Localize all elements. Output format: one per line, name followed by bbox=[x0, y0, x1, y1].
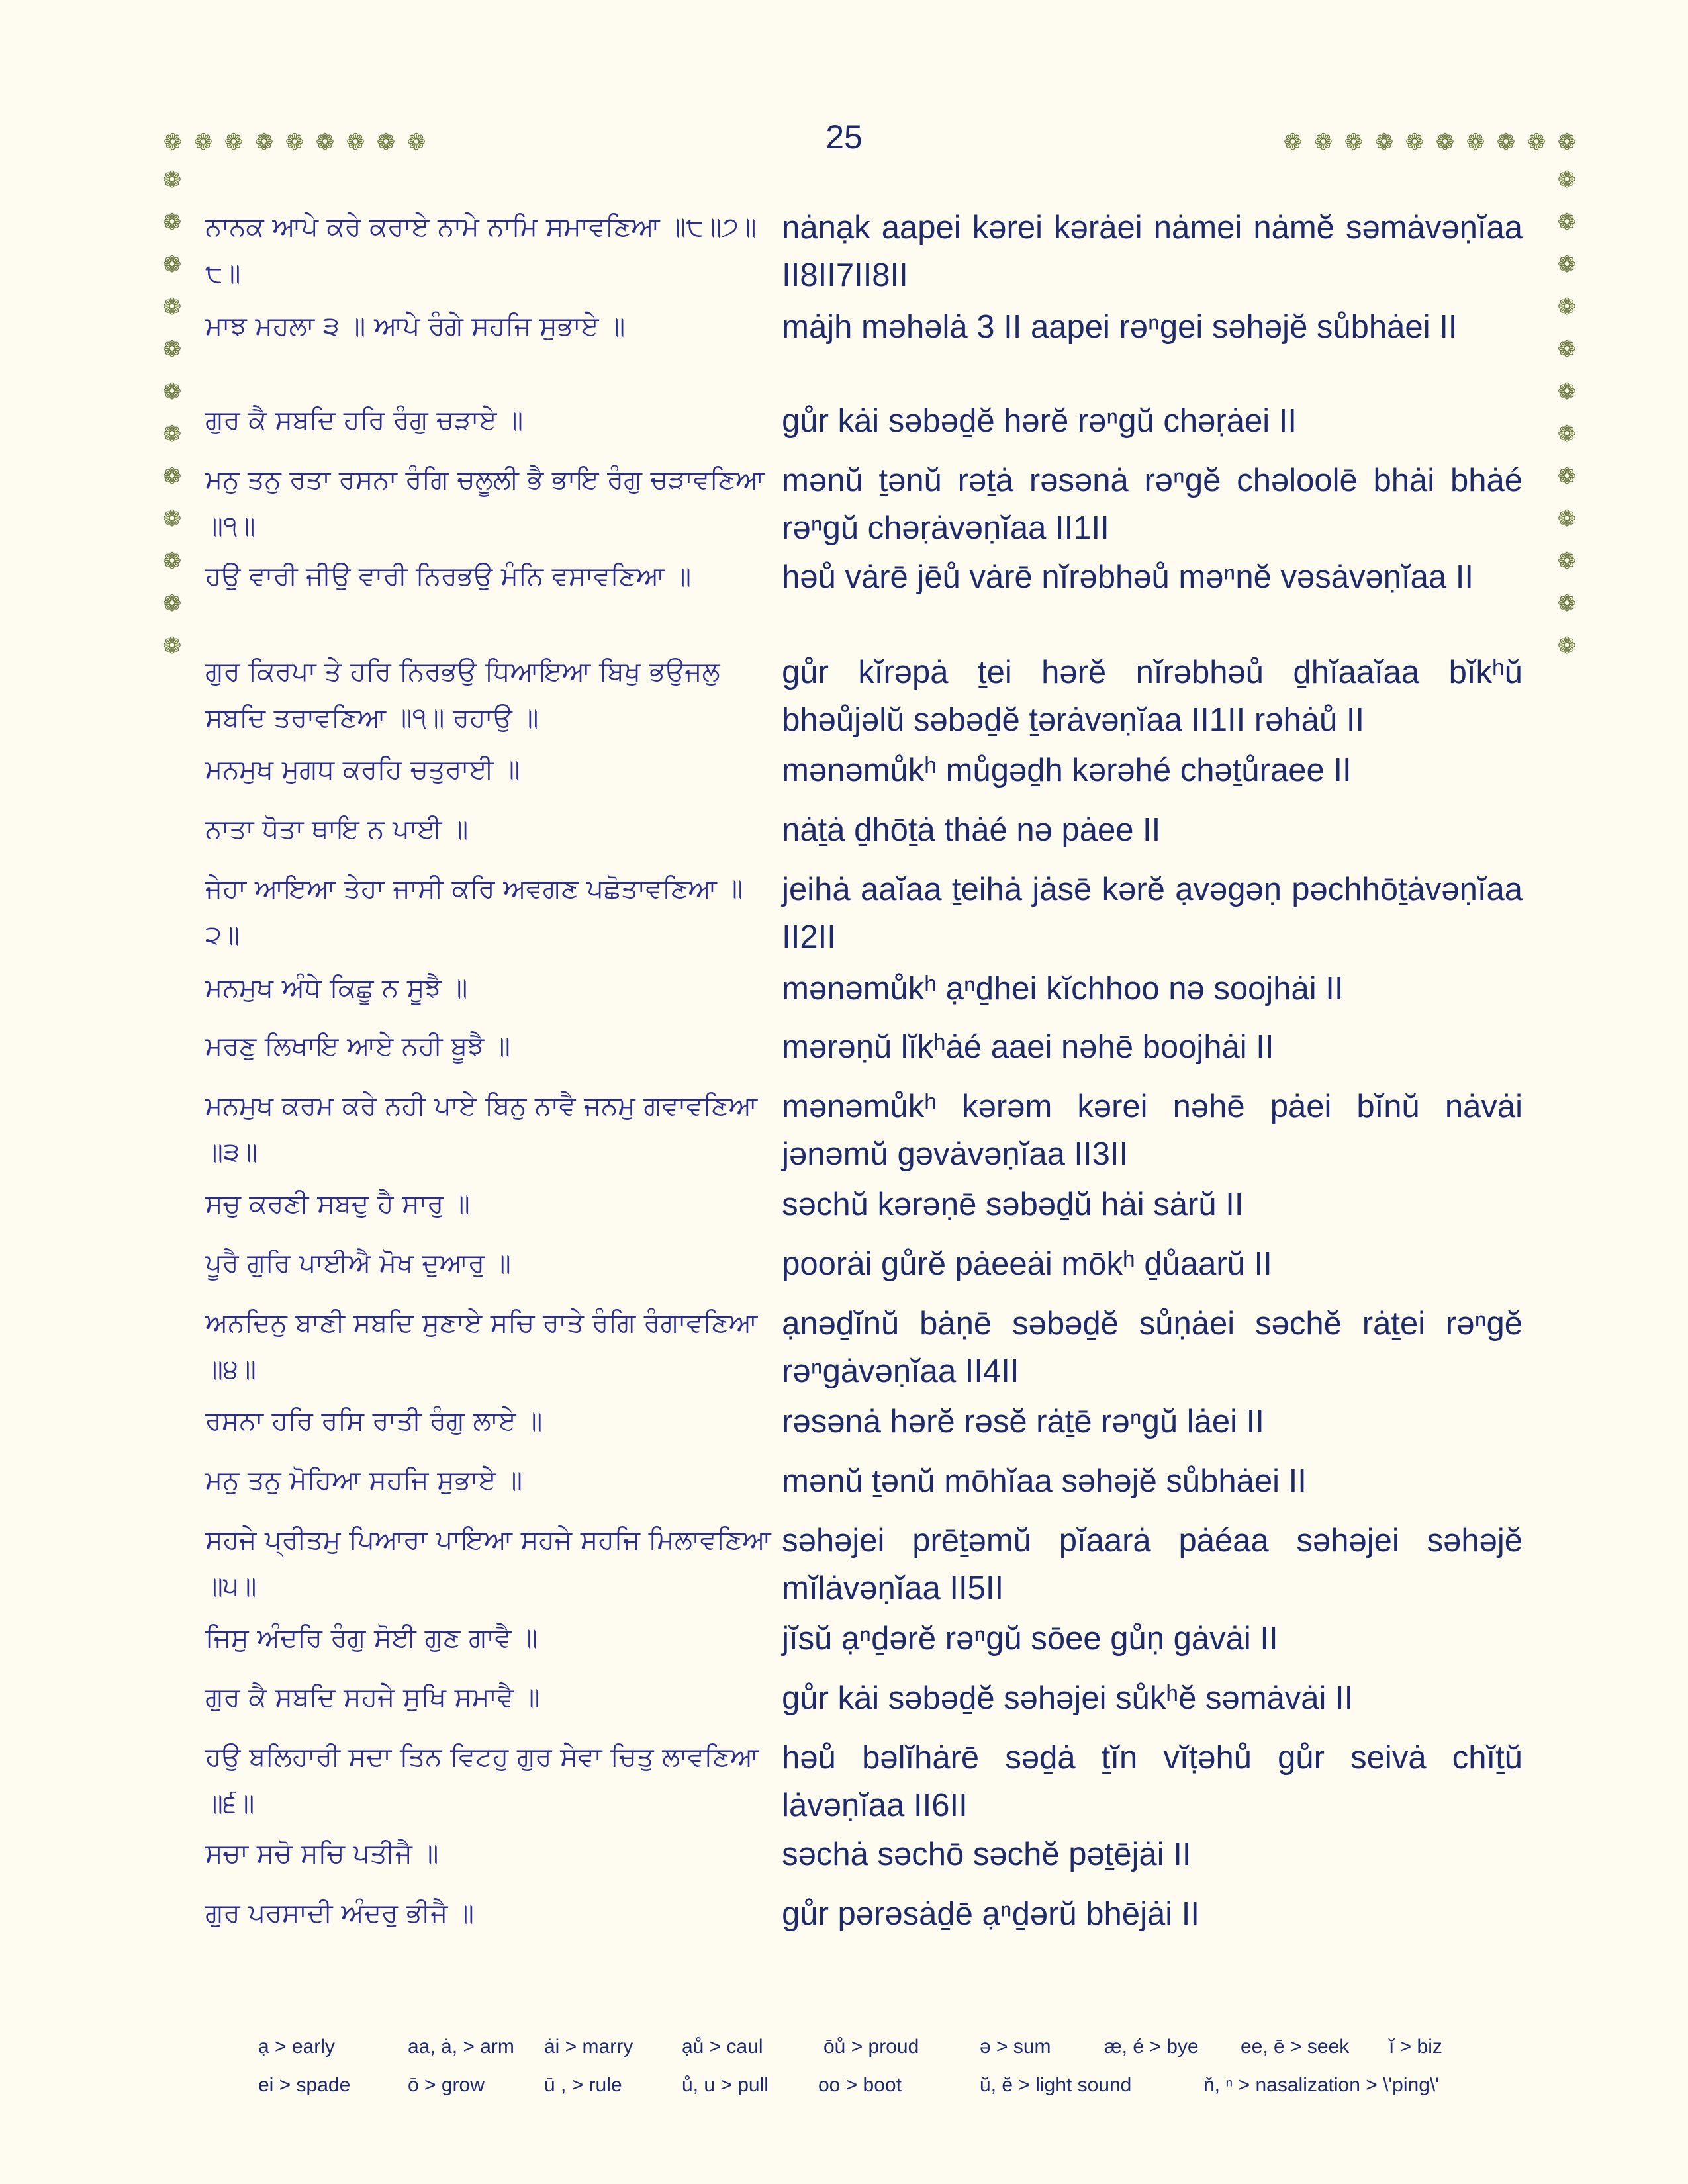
transliteration-line: nȧṯȧ ḏhōṯȧ thȧé nə pȧee II bbox=[782, 812, 1161, 848]
verse-row bbox=[205, 1734, 1523, 1829]
verse-row bbox=[205, 397, 1523, 445]
verse-row bbox=[205, 1240, 1523, 1288]
gurmukhi-line: ਰਸਨਾ ਹਰਿ ਰਸਿ ਰਾਤੀ ਰੰਗੁ ਲਾਏ ॥ bbox=[205, 1406, 543, 1436]
verse-row bbox=[205, 1517, 1523, 1612]
flower-ornament-icon: ❁ bbox=[163, 129, 183, 156]
legend-entry: ŭ, ĕ > light sound bbox=[980, 2074, 1132, 2096]
verse-row bbox=[205, 1398, 1523, 1445]
flower-ornament-icon: ❁ bbox=[1557, 167, 1577, 193]
legend-entry: ū , > rule bbox=[544, 2074, 622, 2096]
transliteration-line: mənəmůkʰ kərəm kərei nəhē pȧei bĭnŭ nȧvȧi jənəmŭ gəvȧvəṇĭaa II3II bbox=[782, 1089, 1523, 1172]
gurmukhi-line: ਸਚੁ ਕਰਣੀ ਸਬਦੁ ਹੈ ਸਾਰੁ ॥ bbox=[205, 1189, 470, 1219]
verse-row bbox=[205, 649, 1523, 744]
transliteration-line: səchŭ kərəṇē səbəḏŭ hȧi sȧrŭ II bbox=[782, 1187, 1244, 1222]
flower-ornament-icon: ❁ bbox=[1374, 129, 1394, 156]
flower-ornament-icon: ❁ bbox=[1313, 129, 1333, 156]
transliteration-line: mənəmůkʰ můgəḏh kərəhé chəṯůraee II bbox=[782, 752, 1352, 788]
flower-ornament-icon: ❁ bbox=[1526, 129, 1546, 156]
flower-ornament-icon: ❁ bbox=[162, 167, 182, 193]
transliteration-line: poorȧi gůrĕ pȧeeȧi mōkʰ ḏůaarŭ II bbox=[782, 1246, 1272, 1282]
flower-ornament-icon: ❁ bbox=[162, 590, 182, 617]
transliteration-line: mənŭ ṯənŭ rəṯȧ rəsənȧ rəⁿgĕ chəloolē bhȧi bhȧé rəⁿgŭ chəṛȧvəṇĭaa II1II bbox=[782, 463, 1523, 546]
flower-ornament-icon: ❁ bbox=[1435, 129, 1455, 156]
legend-entry: ạ > early bbox=[258, 2036, 335, 2058]
flower-ornament-icon: ❁ bbox=[162, 379, 182, 405]
flower-ornament-icon: ❁ bbox=[1557, 209, 1577, 236]
decor-border-top-left bbox=[159, 131, 430, 154]
flower-ornament-icon: ❁ bbox=[224, 129, 244, 156]
legend-entry: ĭ > biz bbox=[1389, 2036, 1442, 2058]
transliteration-line: mərəṇŭ lĭkʰȧé aaei nəhē boojhȧi II bbox=[782, 1029, 1274, 1065]
verse-row bbox=[205, 1890, 1523, 1938]
gurmukhi-line: ਗੁਰ ਪਰਸਾਦੀ ਅੰਦਰੁ ਭੀਜੈ ॥ bbox=[205, 1898, 475, 1929]
flower-ornament-icon: ❁ bbox=[406, 129, 426, 156]
decor-border-left bbox=[161, 159, 183, 667]
legend-entry: ạů > caul bbox=[682, 2036, 763, 2058]
flower-ornament-icon: ❁ bbox=[1557, 379, 1577, 405]
flower-ornament-icon: ❁ bbox=[162, 506, 182, 532]
flower-ornament-icon: ❁ bbox=[162, 633, 182, 659]
flower-ornament-icon: ❁ bbox=[162, 336, 182, 363]
verse-row bbox=[205, 553, 1523, 601]
flower-ornament-icon: ❁ bbox=[315, 129, 335, 156]
verse-row bbox=[205, 1831, 1523, 1878]
gurmukhi-line: ਮਾਝ ਮਹਲਾ ੩ ॥ ਆਪੇ ਰੰਗੇ ਸਹਜਿ ਸੁਭਾਏ ॥ bbox=[205, 311, 626, 341]
flower-ornament-icon: ❁ bbox=[1557, 590, 1577, 617]
verse-row bbox=[205, 1300, 1523, 1395]
legend-entry: ō > grow bbox=[408, 2074, 485, 2096]
flower-ornament-icon: ❁ bbox=[1557, 251, 1577, 278]
transliteration-line: jĭsŭ ạⁿḏərĕ rəⁿgŭ sōee gůṇ gȧvȧi II bbox=[782, 1621, 1278, 1657]
verse-row bbox=[205, 1457, 1523, 1505]
gurmukhi-line: ਪੂਰੈ ਗੁਰਿ ਪਾਈਐ ਮੋਖ ਦੁਆਰੁ ॥ bbox=[205, 1248, 511, 1279]
flower-ornament-icon: ❁ bbox=[254, 129, 274, 156]
transliteration-line: rəsənȧ hərĕ rəsĕ rȧṯē rəⁿgŭ lȧei II bbox=[782, 1404, 1264, 1439]
flower-ornament-icon: ❁ bbox=[1557, 633, 1577, 659]
flower-ornament-icon: ❁ bbox=[1466, 129, 1485, 156]
gurmukhi-line: ਮਰਣੁ ਲਿਖਾਇ ਆਏ ਨਹੀ ਬੂਝੈ ॥ bbox=[205, 1031, 511, 1062]
gurmukhi-line: ਗੁਰ ਕੈ ਸਬਦਿ ਹਰਿ ਰੰਗੁ ਚੜਾਏ ॥ bbox=[205, 405, 524, 435]
gurmukhi-line: ਹਉ ਬਲਿਹਾਰੀ ਸਦਾ ਤਿਨ ਵਿਟਹੁ ਗੁਰ ਸੇਵਾ ਚਿਤੁ ਲਾਵਣਿਆ ॥੬॥ bbox=[205, 1742, 759, 1819]
transliteration-line: gůr kȧi səbəḏĕ səhəjei sůkʰĕ səmȧvȧi II bbox=[782, 1680, 1354, 1716]
gurmukhi-line: ਨਾਤਾ ਧੋਤਾ ਥਾਇ ਨ ਪਾਈ ॥ bbox=[205, 814, 469, 844]
transliteration-line: gůr pərəsȧḏē ạⁿḏərŭ bhējȧi II bbox=[782, 1896, 1199, 1932]
transliteration-line: səhəjei prēṯəmŭ pĭaarȧ pȧéaa səhəjei səhəjĕ mĭlȧvəṇĭaa II5II bbox=[782, 1523, 1523, 1606]
flower-ornament-icon: ❁ bbox=[162, 548, 182, 574]
page-number: 25 bbox=[825, 118, 863, 156]
gurmukhi-line: ਮਨੁ ਤਨੁ ਰਤਾ ਰਸਨਾ ਰੰਗਿ ਚਲੂਲੀ ਭੈ ਭਾਇ ਰੰਗੁ ਚੜਾਵਣਿਆ ॥੧॥ bbox=[205, 465, 765, 541]
transliteration-line: gůr kȧi səbəḏĕ hərĕ rəⁿgŭ chəṛȧei II bbox=[782, 403, 1297, 439]
flower-ornament-icon: ❁ bbox=[346, 129, 365, 156]
gurmukhi-line: ਸਹਜੇ ਪ੍ਰੀਤਮੁ ਪਿਆਰਾ ਪਾਇਆ ਸਹਜੇ ਸਹਜਿ ਮਿਲਾਵਣਿਆ ॥੫॥ bbox=[205, 1525, 771, 1602]
gurmukhi-line: ਗੁਰ ਕਿਰਪਾ ਤੇ ਹਰਿ ਨਿਰਭਉ ਧਿਆਇਆ ਬਿਖੁ ਭਉਜਲੁ ਸਬਦਿ ਤਰਾਵਣਿਆ ॥੧॥ ਰਹਾਉ ॥ bbox=[205, 657, 720, 733]
verse-row bbox=[205, 965, 1523, 1013]
legend-entry: ee, ē > seek bbox=[1241, 2036, 1350, 2058]
gurmukhi-line: ਨਾਨਕ ਆਪੇ ਕਰੇ ਕਰਾਏ ਨਾਮੇ ਨਾਮਿ ਸਮਾਵਣਿਆ ॥੮॥੭॥੮॥ bbox=[205, 212, 757, 289]
gurmukhi-line: ਸਚਾ ਸਚੋ ਸਚਿ ਪਤੀਜੈ ॥ bbox=[205, 1839, 439, 1869]
transliteration-line: mənəmůkʰ ạⁿḏhei kĭchhoo nə soojhȧi II bbox=[782, 971, 1344, 1007]
verse-row bbox=[205, 1181, 1523, 1228]
gurmukhi-line: ਹਉ ਵਾਰੀ ਜੀਉ ਵਾਰੀ ਨਿਰਭਉ ਮੰਨਿ ਵਸਾਵਣਿਆ ॥ bbox=[205, 561, 692, 592]
flower-ornament-icon: ❁ bbox=[1557, 506, 1577, 532]
transliteration-line: gůr kĭrəpȧ ṯei hərĕ nĭrəbhəů ḏhĭaaĭaa bĭkʰŭ bhəůjəlŭ səbəḏĕ ṯərȧvəṇĭaa II1II rəhȧů II bbox=[782, 655, 1523, 738]
decor-border-right bbox=[1556, 159, 1578, 667]
verse-row bbox=[205, 1083, 1523, 1178]
verse-row bbox=[205, 204, 1523, 299]
legend-entry: ň, ⁿ > nasalization > \'ping\' bbox=[1203, 2074, 1439, 2096]
legend-entry: ei > spade bbox=[258, 2074, 351, 2096]
legend-entry: æ, é > bye bbox=[1104, 2036, 1199, 2058]
transliteration-line: səchȧ səchō səchĕ pəṯējȧi II bbox=[782, 1837, 1192, 1872]
transliteration-line: ạnəḏĭnŭ bȧṇē səbəḏĕ sůṇȧei səchĕ rȧṯei rəⁿgĕ rəⁿgȧvəṇĭaa II4II bbox=[782, 1306, 1523, 1389]
transliteration-line: həů vȧrē jēů vȧrē nĭrəbhəů məⁿnĕ vəsȧvəṇĭaa II bbox=[782, 559, 1474, 595]
flower-ornament-icon: ❁ bbox=[376, 129, 396, 156]
gurmukhi-line: ਮਨਮੁਖ ਕਰਮ ਕਰੇ ਨਹੀ ਪਾਏ ਬਿਨੁ ਨਾਵੈ ਜਨਮੁ ਗਵਾਵਣਿਆ ॥੩॥ bbox=[205, 1091, 758, 1167]
verse-row bbox=[205, 866, 1523, 961]
flower-ornament-icon: ❁ bbox=[1557, 336, 1577, 363]
legend-entry: oo > boot bbox=[818, 2074, 902, 2096]
legend-entry: ȧi > marry bbox=[544, 2036, 633, 2058]
gurmukhi-line: ਮਨਮੁਖ ਅੰਧੇ ਕਿਛੂ ਨ ਸੂਝੈ ॥ bbox=[205, 973, 468, 1003]
verse-row bbox=[205, 1023, 1523, 1071]
flower-ornament-icon: ❁ bbox=[162, 209, 182, 236]
legend-entry: aa, ȧ, > arm bbox=[408, 2036, 514, 2058]
flower-ornament-icon: ❁ bbox=[1496, 129, 1516, 156]
verse-row bbox=[205, 1615, 1523, 1662]
gurmukhi-line: ਅਨਦਿਨੁ ਬਾਣੀ ਸਬਦਿ ਸੁਣਾਏ ਸਚਿ ਰਾਤੇ ਰੰਗਿ ਰੰਗਾਵਣਿਆ ॥੪॥ bbox=[205, 1308, 758, 1385]
flower-ornament-icon: ❁ bbox=[162, 251, 182, 278]
flower-ornament-icon: ❁ bbox=[193, 129, 213, 156]
legend-entry: ə > sum bbox=[980, 2036, 1051, 2058]
gurmukhi-line: ਮਨਮੁਖ ਮੁਗਧ ਕਰਹਿ ਚਤੁਰਾਈ ॥ bbox=[205, 754, 520, 785]
gurmukhi-line: ਮਨੁ ਤਨੁ ਮੋਹਿਆ ਸਹਜਿ ਸੁਭਾਏ ॥ bbox=[205, 1465, 523, 1496]
flower-ornament-icon: ❁ bbox=[162, 421, 182, 447]
flower-ornament-icon: ❁ bbox=[1405, 129, 1425, 156]
gurmukhi-line: ਜਿਸੁ ਅੰਦਰਿ ਰੰਗੁ ਸੋਈ ਗੁਣ ਗਾਵੈ ॥ bbox=[205, 1623, 538, 1653]
flower-ornament-icon: ❁ bbox=[1283, 129, 1303, 156]
flower-ornament-icon: ❁ bbox=[162, 294, 182, 320]
transliteration-line: mȧjh məhəlȧ 3 II aapei rəⁿgei səhəjĕ sůbhȧei II bbox=[782, 309, 1458, 345]
gurmukhi-line: ਗੁਰ ਕੈ ਸਬਦਿ ਸਹਜੇ ਸੁਖਿ ਸਮਾਵੈ ॥ bbox=[205, 1682, 540, 1713]
verse-row bbox=[205, 806, 1523, 854]
gurmukhi-line: ਜੇਹਾ ਆਇਆ ਤੇਹਾ ਜਾਸੀ ਕਰਿ ਅਵਗਣ ਪਛੋਤਾਵਣਿਆ ॥੨॥ bbox=[205, 874, 743, 950]
legend-entry: ů, u > pull bbox=[682, 2074, 769, 2096]
verse-row bbox=[205, 747, 1523, 794]
verse-row bbox=[205, 303, 1523, 351]
verse-row bbox=[205, 457, 1523, 552]
verse-row bbox=[205, 1674, 1523, 1722]
flower-ornament-icon: ❁ bbox=[1557, 421, 1577, 447]
flower-ornament-icon: ❁ bbox=[162, 463, 182, 490]
transliteration-line: nȧnạk aapei kərei kərȧei nȧmei nȧmĕ səmȧvəṇĭaa II8II7II8II bbox=[782, 210, 1523, 293]
flower-ornament-icon: ❁ bbox=[1557, 129, 1577, 156]
flower-ornament-icon: ❁ bbox=[1557, 548, 1577, 574]
transliteration-line: jeihȧ aaĭaa ṯeihȧ jȧsē kərĕ ạvəgəṇ pəchhōṯȧvəṇĭaa II2II bbox=[782, 872, 1523, 955]
flower-ornament-icon: ❁ bbox=[1344, 129, 1364, 156]
flower-ornament-icon: ❁ bbox=[285, 129, 305, 156]
flower-ornament-icon: ❁ bbox=[1557, 463, 1577, 490]
transliteration-line: həů bəlĭhȧrē səḏȧ ṯĭn vĭṭəhů gůr seivȧ chĭṯŭ lȧvəṇĭaa II6II bbox=[782, 1740, 1523, 1823]
decor-border-top-right bbox=[1279, 131, 1581, 154]
legend-entry: ōů > proud bbox=[823, 2036, 919, 2058]
flower-ornament-icon: ❁ bbox=[1557, 294, 1577, 320]
transliteration-line: mənŭ ṯənŭ mōhĭaa səhəjĕ sůbhȧei II bbox=[782, 1463, 1307, 1499]
